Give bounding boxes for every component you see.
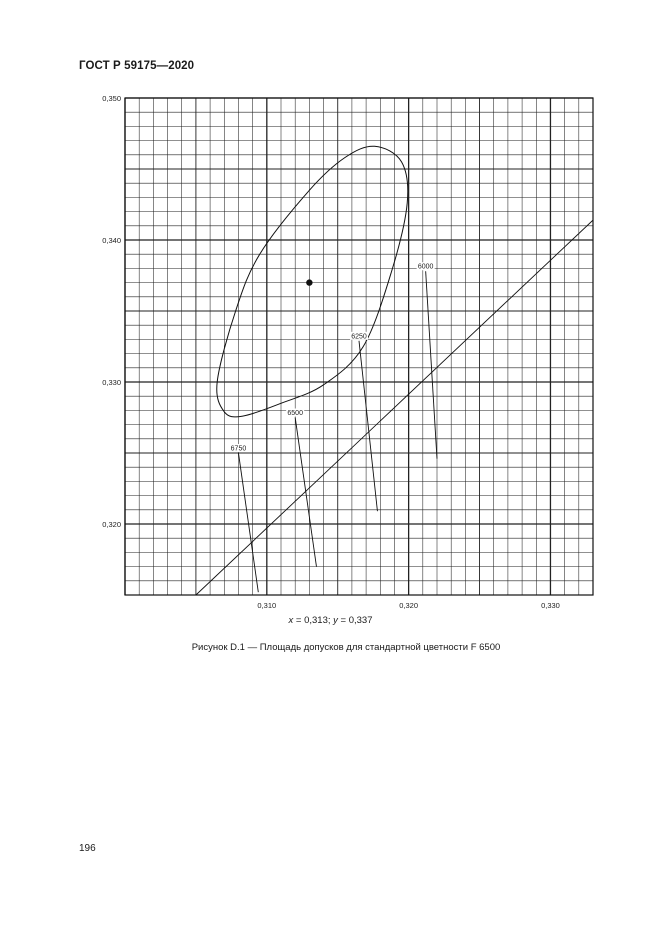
x-tick-label: 0,320 xyxy=(399,601,419,610)
isotemperature-line-6500 xyxy=(295,418,316,567)
x-tick-label: 0,310 xyxy=(257,601,277,610)
x-tick-label: 0,330 xyxy=(541,601,560,610)
isotemperature-label: 6000 xyxy=(417,263,434,271)
y-tick-label: 0,320 xyxy=(102,520,121,529)
isotemperature-label: 6750 xyxy=(230,445,247,453)
center-coordinates xyxy=(0,615,661,626)
chart-frame xyxy=(125,98,593,595)
figure-caption: Рисунок D.1 — Площадь допусков для стандартной цветности F 6500 xyxy=(191,642,501,653)
isotemperature-line-6750 xyxy=(238,453,258,592)
isotemperature-line-6000 xyxy=(426,271,437,458)
isotemperature-label: 6250 xyxy=(351,333,367,341)
y-tick-label: 0,340 xyxy=(102,236,121,245)
chart-grid xyxy=(125,98,593,595)
y-tick-label: 0,330 xyxy=(102,378,121,387)
standard-header: ГОСТ Р 59175—2020 xyxy=(79,60,195,72)
center-point xyxy=(306,279,312,285)
formula-y-value: = 0,337 xyxy=(340,615,373,626)
y-tick-label: 0,350 xyxy=(102,94,121,103)
formula-y-label: y xyxy=(333,615,338,626)
formula-x-label: x xyxy=(288,615,294,626)
page-number: 196 xyxy=(79,843,96,854)
formula-x-value: = 0,313; xyxy=(295,615,331,626)
isotemperature-label: 6500 xyxy=(287,410,303,417)
axis-tick-labels xyxy=(102,94,560,610)
